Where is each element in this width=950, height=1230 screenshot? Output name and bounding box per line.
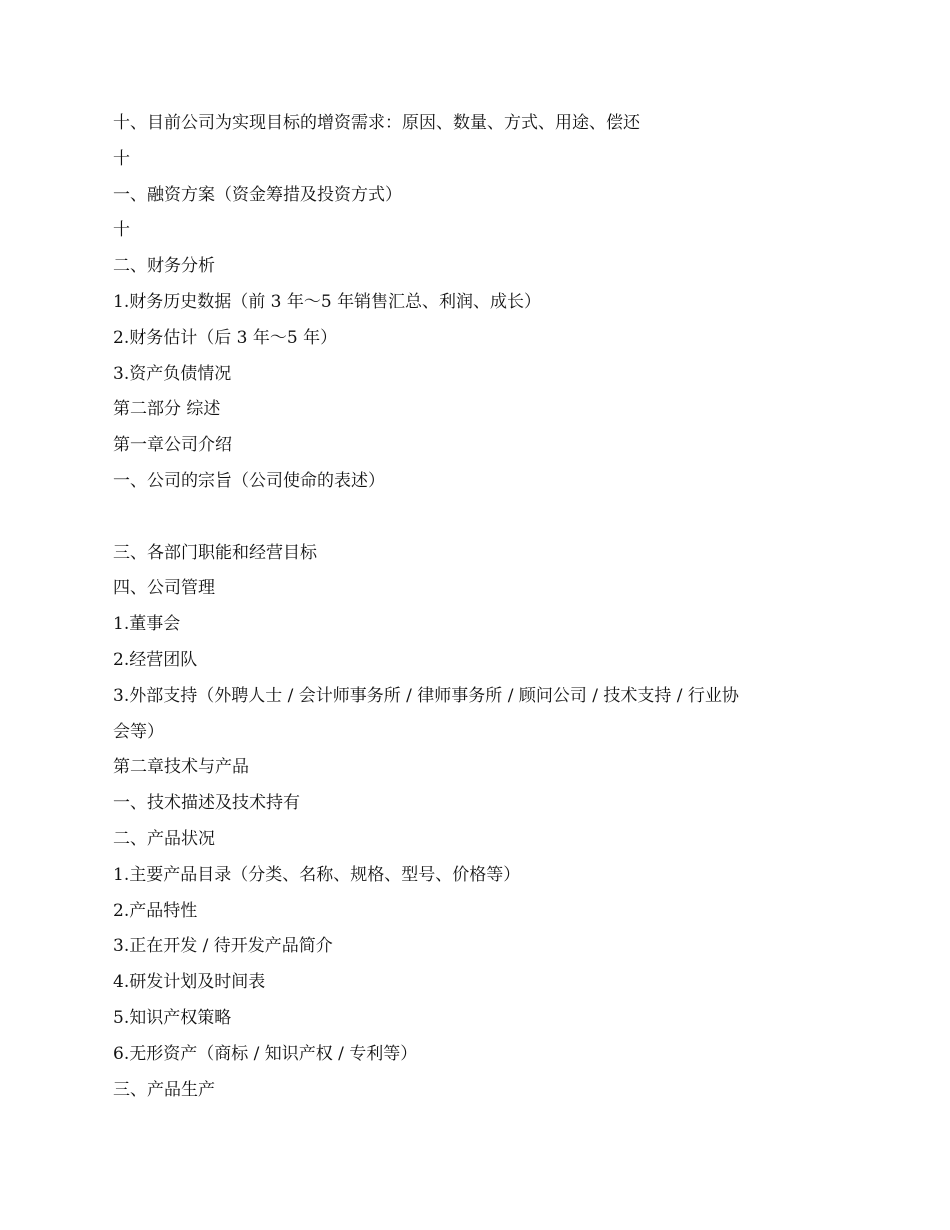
section-heading: 二、产品状况 — [113, 828, 215, 849]
text-line: 1.财务历史数据（前 3 年～5 年销售汇总、利润、成长） — [113, 291, 542, 312]
text-line: 十、目前公司为实现目标的增资需求：原因、数量、方式、用途、偿还 — [113, 113, 640, 133]
text-line: 3.资产负债情况 — [113, 363, 232, 384]
text-line: 3.正在开发 / 待开发产品简介 — [113, 936, 333, 957]
section-heading: 四、公司管理 — [113, 578, 215, 599]
document-body — [113, 106, 813, 1108]
part-heading: 第二部分 综述 — [113, 399, 221, 420]
section-heading: 三、各部门职能和经营目标 — [113, 542, 317, 563]
text-line: 4.研发计划及时间表 — [113, 972, 266, 993]
text-line: 6.无形资产（商标 / 知识产权 / 专利等） — [113, 1043, 418, 1064]
section-heading: 二、财务分析 — [113, 256, 215, 277]
section-heading: 一、公司的宗旨（公司使命的表述） — [113, 470, 385, 491]
text-line: 会等） — [113, 721, 164, 742]
text-line: 2.经营团队 — [113, 649, 198, 670]
text-line: 1.董事会 — [113, 614, 181, 635]
text-line: 5.知识产权策略 — [113, 1007, 232, 1028]
section-heading: 三、产品生产 — [113, 1079, 215, 1100]
chapter-heading: 第一章公司介绍 — [113, 435, 232, 456]
text-line: 十 — [113, 220, 130, 241]
text-line: 十 — [113, 148, 130, 169]
chapter-heading: 第二章技术与产品 — [113, 757, 249, 778]
text-line: 一、融资方案（资金筹措及投资方式） — [113, 184, 402, 205]
text-line: 2.财务估计（后 3 年～5 年） — [113, 327, 338, 348]
text-line: 1.主要产品目录（分类、名称、规格、型号、价格等） — [113, 864, 521, 885]
text-line: 3.外部支持（外聘人士 / 会计师事务所 / 律师事务所 / 顾问公司 / 技术支持 / 行业协 — [113, 685, 739, 706]
section-heading: 一、技术描述及技术持有 — [113, 793, 300, 814]
text-line: 2.产品特性 — [113, 900, 198, 921]
blank-line — [113, 500, 813, 536]
